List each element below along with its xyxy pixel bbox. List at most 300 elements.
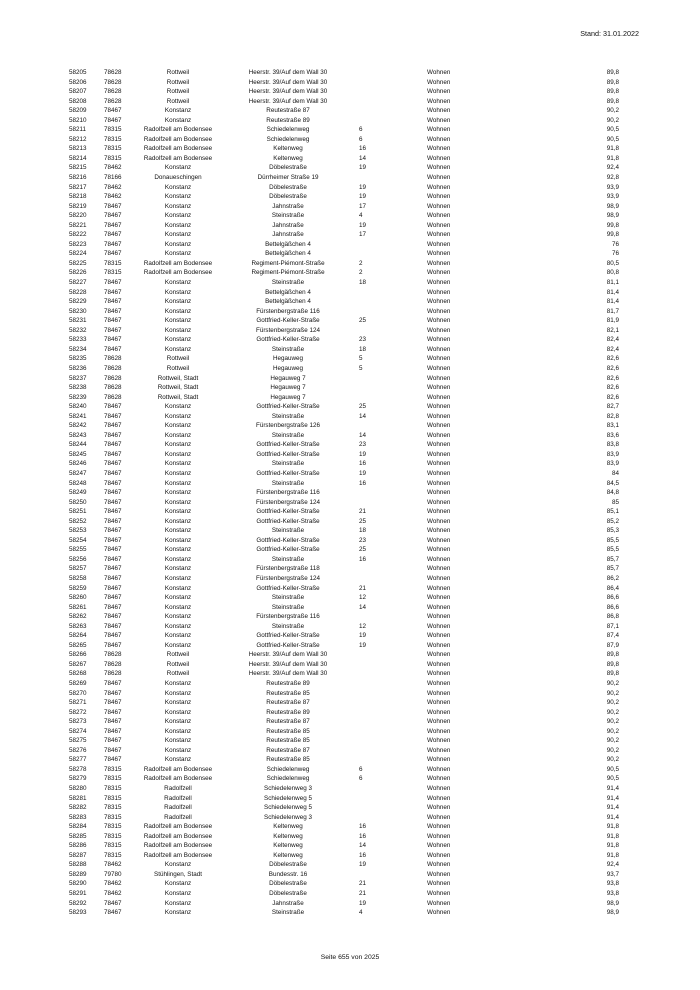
row-id: 58264	[69, 632, 87, 640]
row-id: 58243	[69, 431, 87, 439]
area-value: 98,9	[606, 202, 619, 210]
usage-type: Wohnen	[427, 555, 451, 563]
area-value: 90,2	[606, 699, 619, 707]
table-row: 58228 78467 Konstanz Bettelgäßchen 4 Wohnen 81,4	[69, 288, 619, 296]
area-value: 82,8	[606, 412, 619, 420]
postal-code: 78467	[104, 469, 122, 477]
table-row: 58264 78467 Konstanz Gottfried-Keller-Straße 19 Wohnen 87,4	[69, 632, 619, 640]
row-id: 58240	[69, 403, 87, 411]
usage-type: Wohnen	[427, 660, 451, 668]
house-number: 5	[359, 355, 363, 363]
row-id: 58275	[69, 737, 87, 745]
row-id: 58285	[69, 832, 87, 840]
table-row: 58274 78467 Konstanz Reutestraße 85 Wohnen 90,2	[69, 727, 619, 735]
table-row: 58252 78467 Konstanz Gottfried-Keller-Straße 25 Wohnen 85,2	[69, 517, 619, 525]
usage-type: Wohnen	[427, 307, 451, 315]
house-number: 14	[359, 842, 367, 850]
postal-code: 78467	[104, 202, 122, 210]
table-row: 58230 78467 Konstanz Fürstenbergstraße 116 Wohnen 81,7	[69, 307, 619, 315]
usage-type: Wohnen	[427, 326, 451, 334]
usage-type: Wohnen	[427, 680, 451, 687]
postal-code: 78315	[104, 135, 122, 143]
table-row: 58269 78467 Konstanz Reutestraße 89 Wohnen 90,2	[69, 680, 619, 687]
postal-code: 78467	[104, 737, 122, 745]
usage-type: Wohnen	[427, 479, 451, 487]
area-value: 98,9	[606, 899, 619, 907]
row-id: 58288	[69, 861, 87, 869]
house-number: 14	[359, 431, 367, 439]
postal-code: 78315	[104, 823, 122, 831]
table-row: 58216 78166 Donaueschingen Dürrheimer Straße 19 Wohnen 92,8	[69, 174, 619, 182]
stand-date: Stand: 31.01.2022	[580, 29, 639, 38]
table-row: 58245 78467 Konstanz Gottfried-Keller-Straße 19 Wohnen 83,9	[69, 450, 619, 458]
postal-code: 78467	[104, 756, 122, 764]
usage-type: Wohnen	[427, 384, 451, 392]
area-value: 80,8	[606, 269, 619, 277]
postal-code: 78467	[104, 345, 122, 353]
house-number: 23	[359, 536, 367, 544]
postal-code: 78467	[104, 536, 122, 544]
postal-code: 78166	[104, 174, 122, 182]
table-row: 58279 78315 Radolfzell am Bodensee Schiedelenweg 6 Wohnen 90,5	[69, 775, 619, 783]
area-value: 89,8	[606, 97, 619, 105]
table-row: 58235 78628 Rottweil Hegauweg 5 Wohnen 82,6	[69, 355, 619, 363]
house-number: 16	[359, 479, 367, 487]
row-id: 58250	[69, 498, 87, 506]
usage-type: Wohnen	[427, 517, 451, 525]
postal-code: 78467	[104, 498, 122, 506]
usage-type: Wohnen	[427, 240, 451, 248]
usage-type: Wohnen	[427, 689, 451, 697]
area-value: 90,2	[606, 756, 619, 764]
house-number: 19	[359, 193, 367, 201]
postal-code: 78628	[104, 364, 122, 372]
postal-code: 78315	[104, 775, 122, 783]
table-row: 58249 78467 Konstanz Fürstenbergstraße 116 Wohnen 84,8	[69, 489, 619, 497]
postal-code: 78462	[104, 861, 122, 869]
postal-code: 78467	[104, 403, 122, 411]
table-row: 58275 78467 Konstanz Reutestraße 85 Wohnen 90,2	[69, 737, 619, 745]
house-number: 16	[359, 832, 367, 840]
area-value: 85,1	[606, 508, 619, 516]
usage-type: Wohnen	[427, 403, 451, 411]
postal-code: 78462	[104, 164, 122, 172]
postal-code: 78467	[104, 326, 122, 334]
row-id: 58226	[69, 269, 87, 277]
row-id: 58282	[69, 804, 87, 812]
table-row: 58211 78315 Radolfzell am Bodensee Schiedelenweg 6 Wohnen 90,5	[69, 126, 619, 134]
usage-type: Wohnen	[427, 880, 451, 888]
postal-code: 78315	[104, 813, 122, 821]
area-value: 90,2	[606, 708, 619, 716]
usage-type: Wohnen	[427, 145, 451, 153]
table-row: 58291 78462 Konstanz Döbelestraße 21 Wohnen 93,8	[69, 890, 619, 898]
area-value: 83,9	[606, 450, 619, 458]
postal-code: 78462	[104, 193, 122, 201]
table-row: 58248 78467 Konstanz Steinstraße 16 Wohnen 84,5	[69, 479, 619, 487]
house-number: 5	[359, 364, 363, 372]
usage-type: Wohnen	[427, 193, 451, 201]
row-id: 58253	[69, 527, 87, 535]
usage-type: Wohnen	[427, 116, 451, 124]
row-id: 58222	[69, 231, 87, 239]
table-row: 58278 78315 Radolfzell am Bodensee Schiedelenweg 6 Wohnen 90,5	[69, 765, 619, 773]
row-id: 58284	[69, 823, 87, 831]
usage-type: Wohnen	[427, 345, 451, 353]
area-value: 90,2	[606, 746, 619, 754]
usage-type: Wohnen	[427, 164, 451, 172]
table-row: 58246 78467 Konstanz Steinstraße 16 Wohnen 83,9	[69, 460, 619, 468]
postal-code: 78315	[104, 765, 122, 773]
area-value: 90,2	[606, 727, 619, 735]
area-value: 85,7	[606, 555, 619, 563]
area-value: 89,8	[606, 651, 619, 659]
house-number: 25	[359, 546, 367, 554]
house-number: 6	[359, 135, 363, 143]
postal-code: 78462	[104, 880, 122, 888]
usage-type: Wohnen	[427, 183, 451, 191]
area-value: 91,8	[606, 832, 619, 840]
postal-code: 78467	[104, 708, 122, 716]
postal-code: 78628	[104, 670, 122, 678]
usage-type: Wohnen	[427, 508, 451, 516]
row-id: 58238	[69, 384, 87, 392]
usage-type: Wohnen	[427, 364, 451, 372]
table-row: 58256 78467 Konstanz Steinstraße 16 Wohnen 85,7	[69, 555, 619, 563]
table-row: 58207 78628 Rottweil Heerstr. 39/Auf dem Wall 30 Wohnen 89,8	[69, 88, 619, 96]
usage-type: Wohnen	[427, 737, 451, 745]
usage-type: Wohnen	[427, 603, 451, 611]
area-value: 90,5	[606, 775, 619, 783]
postal-code: 78315	[104, 851, 122, 859]
house-number: 4	[359, 212, 363, 220]
usage-type: Wohnen	[427, 699, 451, 707]
row-id: 58235	[69, 355, 87, 363]
postal-code: 78467	[104, 613, 122, 621]
area-value: 84,8	[606, 489, 619, 497]
row-id: 58291	[69, 890, 87, 898]
area-value: 85	[611, 498, 619, 506]
house-number: 6	[359, 775, 363, 783]
house-number: 17	[359, 202, 367, 210]
row-id: 58247	[69, 469, 87, 477]
row-id: 58229	[69, 298, 87, 306]
usage-type: Wohnen	[427, 97, 451, 105]
table-row: 58242 78467 Konstanz Fürstenbergstraße 126 Wohnen 83,1	[69, 422, 619, 430]
usage-type: Wohnen	[427, 632, 451, 640]
house-number: 2	[359, 269, 363, 277]
area-value: 82,6	[606, 384, 619, 392]
table-row: 58284 78315 Radolfzell am Bodensee Keltenweg 16 Wohnen 91,8	[69, 823, 619, 831]
postal-code: 78628	[104, 88, 122, 96]
row-id: 58249	[69, 489, 87, 497]
table-row: 58258 78467 Konstanz Fürstenbergstraße 124 Wohnen 86,2	[69, 574, 619, 582]
usage-type: Wohnen	[427, 890, 451, 898]
usage-type: Wohnen	[427, 775, 451, 783]
area-value: 90,5	[606, 126, 619, 134]
postal-code: 78628	[104, 393, 122, 401]
house-number: 14	[359, 603, 367, 611]
area-value: 98,9	[606, 212, 619, 220]
postal-code: 78467	[104, 412, 122, 420]
row-id: 58290	[69, 880, 87, 888]
usage-type: Wohnen	[427, 613, 451, 621]
table-row: 58276 78467 Konstanz Reutestraße 87 Wohnen 90,2	[69, 746, 619, 754]
table-row: 58277 78467 Konstanz Reutestraße 85 Wohnen 90,2	[69, 756, 619, 764]
usage-type: Wohnen	[427, 135, 451, 143]
row-id: 58251	[69, 508, 87, 516]
area-value: 81,1	[606, 279, 619, 287]
area-value: 92,4	[606, 861, 619, 869]
usage-type: Wohnen	[427, 584, 451, 592]
usage-type: Wohnen	[427, 298, 451, 306]
postal-code: 78315	[104, 794, 122, 802]
area-value: 81,9	[606, 317, 619, 325]
row-id: 58274	[69, 727, 87, 735]
area-value: 91,4	[606, 813, 619, 821]
area-value: 91,8	[606, 842, 619, 850]
usage-type: Wohnen	[427, 746, 451, 754]
table-row: 58224 78467 Konstanz Bettelgäßchen 4 Wohnen 76	[69, 250, 619, 258]
row-id: 58227	[69, 279, 87, 287]
area-value: 89,8	[606, 88, 619, 96]
row-id: 58273	[69, 718, 87, 726]
postal-code: 78467	[104, 632, 122, 640]
page-number: Seite 655 von 2025	[320, 954, 380, 961]
postal-code: 78467	[104, 622, 122, 630]
row-id: 58269	[69, 680, 87, 687]
postal-code: 78467	[104, 746, 122, 754]
area-value: 83,8	[606, 441, 619, 449]
table-row: 58206 78628 Rottweil Heerstr. 39/Auf dem Wall 30 Wohnen 89,8	[69, 78, 619, 86]
row-id: 58225	[69, 259, 87, 267]
area-value: 98,9	[606, 909, 619, 917]
postal-code: 78467	[104, 555, 122, 563]
row-id: 58223	[69, 240, 87, 248]
area-value: 86,6	[606, 603, 619, 611]
table-row: 58290 78462 Konstanz Döbelestraße 21 Wohnen 93,8	[69, 880, 619, 888]
house-number: 25	[359, 403, 367, 411]
area-value: 89,8	[606, 69, 619, 76]
area-value: 83,6	[606, 431, 619, 439]
table-row: 58289 79780 Stühlingen, Stadt Bundesstr. 16 Wohnen 93,7	[69, 870, 619, 878]
postal-code: 78467	[104, 584, 122, 592]
postal-code: 78315	[104, 145, 122, 153]
usage-type: Wohnen	[427, 727, 451, 735]
table-row: 58217 78462 Konstanz Döbelestraße 19 Wohnen 93,9	[69, 183, 619, 191]
area-value: 86,6	[606, 594, 619, 602]
house-number: 14	[359, 412, 367, 420]
usage-type: Wohnen	[427, 527, 451, 535]
usage-type: Wohnen	[427, 126, 451, 134]
postal-code: 78467	[104, 517, 122, 525]
usage-type: Wohnen	[427, 231, 451, 239]
row-id: 58228	[69, 288, 87, 296]
row-id: 58236	[69, 364, 87, 372]
row-id: 58213	[69, 145, 87, 153]
area-value: 91,4	[606, 785, 619, 793]
usage-type: Wohnen	[427, 546, 451, 554]
row-id: 58266	[69, 651, 87, 659]
area-value: 85,2	[606, 517, 619, 525]
usage-type: Wohnen	[427, 460, 451, 468]
table-row: 58259 78467 Konstanz Gottfried-Keller-Straße 21 Wohnen 86,4	[69, 584, 619, 592]
table-row: 58263 78467 Konstanz Steinstraße 12 Wohnen 87,1	[69, 622, 619, 630]
area-value: 93,7	[606, 870, 619, 878]
usage-type: Wohnen	[427, 154, 451, 162]
row-id: 58286	[69, 842, 87, 850]
table-row: 58213 78315 Radolfzell am Bodensee Keltenweg 16 Wohnen 91,8	[69, 145, 619, 153]
postal-code: 78467	[104, 909, 122, 917]
row-id: 58276	[69, 746, 87, 754]
usage-type: Wohnen	[427, 842, 451, 850]
usage-type: Wohnen	[427, 374, 451, 382]
area-value: 90,2	[606, 718, 619, 726]
usage-type: Wohnen	[427, 450, 451, 458]
row-id: 58281	[69, 794, 87, 802]
table-row: 58244 78467 Konstanz Gottfried-Keller-Straße 23 Wohnen 83,8	[69, 441, 619, 449]
area-value: 81,4	[606, 298, 619, 306]
row-id: 58234	[69, 345, 87, 353]
house-number: 6	[359, 765, 363, 773]
area-value: 91,8	[606, 154, 619, 162]
table-row: 58293 78467 Konstanz Steinstraße 4 Wohnen 98,9	[69, 909, 619, 917]
postal-code: 78467	[104, 279, 122, 287]
row-id: 58237	[69, 374, 87, 382]
postal-code: 78467	[104, 718, 122, 726]
postal-code: 78628	[104, 384, 122, 392]
row-id: 58252	[69, 517, 87, 525]
area-value: 81,7	[606, 307, 619, 315]
area-value: 86,8	[606, 613, 619, 621]
table-row: 58247 78467 Konstanz Gottfried-Keller-Straße 19 Wohnen 84	[69, 469, 619, 477]
usage-type: Wohnen	[427, 785, 451, 793]
table-row: 58212 78315 Radolfzell am Bodensee Schiedelenweg 6 Wohnen 90,5	[69, 135, 619, 143]
row-id: 58254	[69, 536, 87, 544]
table-row: 58260 78467 Konstanz Steinstraße 12 Wohnen 86,6	[69, 594, 619, 602]
table-row: 58262 78467 Konstanz Fürstenbergstraße 116 Wohnen 86,8	[69, 613, 619, 621]
usage-type: Wohnen	[427, 718, 451, 726]
area-value: 87,1	[606, 622, 619, 630]
table-row: 58267 78628 Rottweil Heerstr. 39/Auf dem Wall 30 Wohnen 89,8	[69, 660, 619, 668]
house-number: 6	[359, 126, 363, 134]
table-row: 58282 78315 Radolfzell Schiedelenweg 5 Wohnen 91,4	[69, 804, 619, 812]
area-value: 91,4	[606, 804, 619, 812]
usage-type: Wohnen	[427, 250, 451, 258]
row-id: 58232	[69, 326, 87, 334]
area-value: 90,2	[606, 107, 619, 115]
house-number: 14	[359, 154, 367, 162]
house-number: 18	[359, 279, 367, 287]
house-number: 19	[359, 469, 367, 477]
usage-type: Wohnen	[427, 78, 451, 86]
table-row: 58283 78315 Radolfzell Schiedelenweg 3 Wohnen 91,4	[69, 813, 619, 821]
usage-type: Wohnen	[427, 565, 451, 573]
table-row: 58280 78315 Radolfzell Schiedelenweg 3 Wohnen 91,4	[69, 785, 619, 793]
row-id: 58224	[69, 250, 87, 258]
usage-type: Wohnen	[427, 489, 451, 497]
row-id: 58215	[69, 164, 87, 172]
table-row: 58238 78628 Rottweil, Stadt Hegauweg 7 Wohnen 82,6	[69, 384, 619, 392]
row-id: 58279	[69, 775, 87, 783]
usage-type: Wohnen	[427, 393, 451, 401]
usage-type: Wohnen	[427, 708, 451, 716]
house-number: 16	[359, 823, 367, 831]
usage-type: Wohnen	[427, 202, 451, 210]
table-row: 58210 78467 Konstanz Reutestraße 89 Wohnen 90,2	[69, 116, 619, 124]
table-row: 58240 78467 Konstanz Gottfried-Keller-Straße 25 Wohnen 82,7	[69, 403, 619, 411]
table-row: 58222 78467 Konstanz Jahnstraße 17 Wohnen 99,8	[69, 231, 619, 239]
row-id: 58272	[69, 708, 87, 716]
area-value: 99,8	[606, 221, 619, 229]
row-id: 58262	[69, 613, 87, 621]
table-row: 58272 78467 Konstanz Reutestraße 89 Wohnen 90,2	[69, 708, 619, 716]
house-number: 19	[359, 641, 367, 649]
usage-type: Wohnen	[427, 670, 451, 678]
row-id: 58210	[69, 116, 87, 124]
row-id: 58289	[69, 870, 87, 878]
postal-code: 78315	[104, 269, 122, 277]
row-id: 58267	[69, 660, 87, 668]
house-number: 16	[359, 851, 367, 859]
house-number: 17	[359, 231, 367, 239]
postal-code: 78467	[104, 450, 122, 458]
usage-type: Wohnen	[427, 651, 451, 659]
usage-type: Wohnen	[427, 832, 451, 840]
area-value: 86,2	[606, 574, 619, 582]
row-id: 58244	[69, 441, 87, 449]
table-row: 58225 78315 Radolfzell am Bodensee Regiment-Piémont-Straße 2 Wohnen 80,5	[69, 259, 619, 267]
area-value: 82,6	[606, 364, 619, 372]
table-row: 58231 78467 Konstanz Gottfried-Keller-Straße 25 Wohnen 81,9	[69, 317, 619, 325]
house-number: 12	[359, 622, 367, 630]
row-id: 58231	[69, 317, 87, 325]
postal-code: 78628	[104, 69, 122, 76]
usage-type: Wohnen	[427, 813, 451, 821]
house-number: 18	[359, 527, 367, 535]
house-number: 21	[359, 890, 367, 898]
postal-code: 78628	[104, 651, 122, 659]
postal-code: 78467	[104, 307, 122, 315]
table-row: 58241 78467 Konstanz Steinstraße 14 Wohnen 82,8	[69, 412, 619, 420]
area-value: 86,4	[606, 584, 619, 592]
row-id: 58242	[69, 422, 87, 430]
table-row: 58223 78467 Konstanz Bettelgäßchen 4 Wohnen 76	[69, 240, 619, 248]
usage-type: Wohnen	[427, 536, 451, 544]
row-id: 58230	[69, 307, 87, 315]
row-id: 58245	[69, 450, 87, 458]
table-row: 58236 78628 Rottweil Hegauweg 5 Wohnen 82,6	[69, 364, 619, 372]
row-id: 58212	[69, 135, 87, 143]
row-id: 58283	[69, 813, 87, 821]
area-value: 82,7	[606, 403, 619, 411]
row-id: 58257	[69, 565, 87, 573]
house-number: 19	[359, 221, 367, 229]
postal-code: 78467	[104, 231, 122, 239]
table-row: 58253 78467 Konstanz Steinstraße 18 Wohnen 85,3	[69, 527, 619, 535]
house-number: 19	[359, 861, 367, 869]
postal-code: 78467	[104, 441, 122, 449]
row-id: 58263	[69, 622, 87, 630]
row-id: 58217	[69, 183, 87, 191]
house-number: 16	[359, 460, 367, 468]
area-value: 76	[611, 250, 619, 258]
table-row: 58229 78467 Konstanz Bettelgäßchen 4 Wohnen 81,4	[69, 298, 619, 306]
row-id: 58271	[69, 699, 87, 707]
row-id: 58207	[69, 88, 87, 96]
row-id: 58260	[69, 594, 87, 602]
postal-code: 79780	[104, 870, 122, 878]
